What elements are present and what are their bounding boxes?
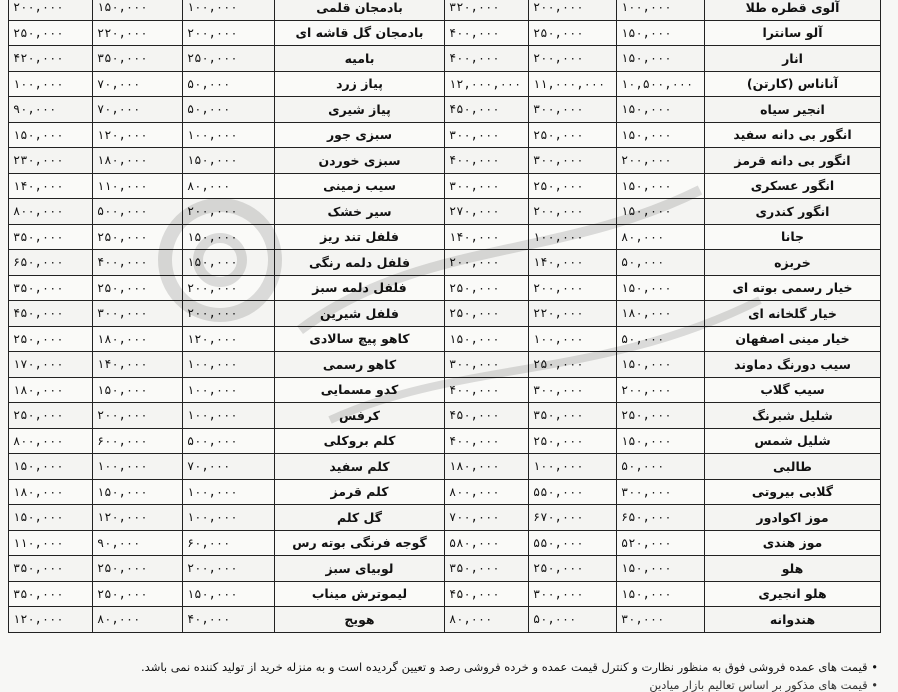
fruit-price-high-cell: ۴۰۰,۰۰۰ [445,428,529,454]
retail-price-mid-cell: ۱۵۰,۰۰۰ [93,479,183,505]
footnote-market-note: • قیمت های مذکور بر اساس تعالیم بازار میادین [649,678,878,692]
retail-price-low-cell: ۶۰,۰۰۰ [183,530,275,556]
vegetable-name-cell: کلم سفید [275,454,445,480]
table-row [9,122,881,148]
fruit-price-low-cell: ۵۲۰,۰۰۰ [617,530,705,556]
vegetable-name-cell: بادمجان قلمی [275,0,445,20]
table-row [9,46,881,72]
fruit-price-high-cell: ۲۷۰,۰۰۰ [445,199,529,225]
fruit-price-mid-cell: ۱۰۰,۰۰۰ [529,454,617,480]
fruit-name-cell: انگور بی دانه قرمز [705,148,881,174]
vegetable-name-cell: کاهو پیچ سالادی [275,326,445,352]
table-row [9,326,881,352]
retail-price-low-cell: ۱۰۰,۰۰۰ [183,352,275,378]
table-row [9,530,881,556]
fruit-price-mid-cell: ۱۴۰,۰۰۰ [529,250,617,276]
retail-price-low-cell: ۷۰,۰۰۰ [183,454,275,480]
fruit-name-cell: خیار مینی اصفهان [705,326,881,352]
retail-price-high-cell: ۶۵۰,۰۰۰ [9,250,93,276]
fruit-price-low-cell: ۱۵۰,۰۰۰ [617,581,705,607]
fruit-price-low-cell: ۱۸۰,۰۰۰ [617,301,705,327]
fruit-price-mid-cell: ۲۰۰,۰۰۰ [529,199,617,225]
vegetable-name-cell: گل کلم [275,505,445,531]
fruit-name-cell: آلو سانترا [705,20,881,46]
retail-price-low-cell: ۵۰,۰۰۰ [183,97,275,123]
fruit-name-cell: انجیر سیاه [705,97,881,123]
retail-price-mid-cell: ۲۵۰,۰۰۰ [93,275,183,301]
retail-price-high-cell: ۱۸۰,۰۰۰ [9,479,93,505]
fruit-price-high-cell: ۳۰۰,۰۰۰ [445,352,529,378]
fruit-price-mid-cell: ۲۵۰,۰۰۰ [529,20,617,46]
retail-price-low-cell: ۱۰۰,۰۰۰ [183,403,275,429]
vegetable-name-cell: بامیه [275,46,445,72]
retail-price-low-cell: ۸۰,۰۰۰ [183,173,275,199]
fruit-price-high-cell: ۸۰۰,۰۰۰ [445,479,529,505]
retail-price-high-cell: ۱۰۰,۰۰۰ [9,71,93,97]
fruit-price-high-cell: ۴۵۰,۰۰۰ [445,403,529,429]
table-row [9,505,881,531]
fruit-price-mid-cell: ۳۵۰,۰۰۰ [529,403,617,429]
fruit-price-mid-cell: ۳۰۰,۰۰۰ [529,581,617,607]
retail-price-mid-cell: ۳۵۰,۰۰۰ [93,46,183,72]
fruit-name-cell: موز اکوادور [705,505,881,531]
fruit-price-mid-cell: ۵۵۰,۰۰۰ [529,479,617,505]
fruit-price-low-cell: ۱۵۰,۰۰۰ [617,173,705,199]
fruit-price-mid-cell: ۲۵۰,۰۰۰ [529,352,617,378]
retail-price-mid-cell: ۵۰۰,۰۰۰ [93,199,183,225]
fruit-price-mid-cell: ۳۰۰,۰۰۰ [529,148,617,174]
fruit-price-low-cell: ۱۰۰,۰۰۰ [617,0,705,20]
retail-price-low-cell: ۵۰,۰۰۰ [183,71,275,97]
fruit-price-mid-cell: ۲۰۰,۰۰۰ [529,0,617,20]
retail-price-low-cell: ۲۰۰,۰۰۰ [183,20,275,46]
fruit-price-low-cell: ۱۰,۵۰۰,۰۰۰ [617,71,705,97]
retail-price-mid-cell: ۱۸۰,۰۰۰ [93,148,183,174]
fruit-price-high-cell: ۱۵۰,۰۰۰ [445,326,529,352]
fruit-price-low-cell: ۱۵۰,۰۰۰ [617,275,705,301]
fruit-price-low-cell: ۸۰,۰۰۰ [617,224,705,250]
fruit-price-low-cell: ۱۵۰,۰۰۰ [617,20,705,46]
fruit-price-low-cell: ۵۰,۰۰۰ [617,250,705,276]
retail-price-low-cell: ۱۰۰,۰۰۰ [183,479,275,505]
vegetable-name-cell: کرفس [275,403,445,429]
fruit-name-cell: شلیل شبرنگ [705,403,881,429]
fruit-name-cell: موز هندی [705,530,881,556]
fruit-price-low-cell: ۱۵۰,۰۰۰ [617,97,705,123]
fruit-price-low-cell: ۶۵۰,۰۰۰ [617,505,705,531]
fruit-price-low-cell: ۱۵۰,۰۰۰ [617,46,705,72]
table-row [9,275,881,301]
fruit-price-mid-cell: ۱۱,۰۰۰,۰۰۰ [529,71,617,97]
vegetable-name-cell: فلفل تند ریز [275,224,445,250]
fruit-price-mid-cell: ۵۰,۰۰۰ [529,607,617,633]
vegetable-name-cell: سبزی جور [275,122,445,148]
retail-price-mid-cell: ۱۸۰,۰۰۰ [93,326,183,352]
vegetable-name-cell: سیر خشک [275,199,445,225]
fruit-price-mid-cell: ۲۵۰,۰۰۰ [529,122,617,148]
retail-price-high-cell: ۱۵۰,۰۰۰ [9,122,93,148]
retail-price-high-cell: ۳۵۰,۰۰۰ [9,275,93,301]
vegetable-name-cell: فلفل دلمه سبز [275,275,445,301]
retail-price-low-cell: ۱۰۰,۰۰۰ [183,505,275,531]
vegetable-name-cell: سبزی خوردن [275,148,445,174]
retail-price-low-cell: ۲۰۰,۰۰۰ [183,275,275,301]
retail-price-high-cell: ۴۲۰,۰۰۰ [9,46,93,72]
fruit-name-cell: خیار رسمی بوته ای [705,275,881,301]
retail-price-high-cell: ۳۵۰,۰۰۰ [9,224,93,250]
fruit-price-high-cell: ۲۰۰,۰۰۰ [445,250,529,276]
retail-price-high-cell: ۲۵۰,۰۰۰ [9,326,93,352]
retail-price-high-cell: ۲۰۰,۰۰۰ [9,0,93,20]
table-row [9,20,881,46]
retail-price-mid-cell: ۱۴۰,۰۰۰ [93,352,183,378]
fruit-price-mid-cell: ۶۷۰,۰۰۰ [529,505,617,531]
retail-price-high-cell: ۹۰,۰۰۰ [9,97,93,123]
fruit-price-high-cell: ۱۲,۰۰۰,۰۰۰ [445,71,529,97]
retail-price-low-cell: ۴۰,۰۰۰ [183,607,275,633]
fruit-price-low-cell: ۱۵۰,۰۰۰ [617,122,705,148]
vegetable-name-cell: هویج [275,607,445,633]
table-row [9,556,881,582]
fruit-name-cell: خربزه [705,250,881,276]
retail-price-mid-cell: ۲۵۰,۰۰۰ [93,556,183,582]
fruit-price-mid-cell: ۵۵۰,۰۰۰ [529,530,617,556]
fruit-price-low-cell: ۱۵۰,۰۰۰ [617,199,705,225]
fruit-price-high-cell: ۸۰,۰۰۰ [445,607,529,633]
fruit-name-cell: گلابی بیروتی [705,479,881,505]
retail-price-mid-cell: ۱۲۰,۰۰۰ [93,122,183,148]
vegetable-name-cell: کلم بروکلی [275,428,445,454]
retail-price-high-cell: ۱۴۰,۰۰۰ [9,173,93,199]
retail-price-low-cell: ۱۲۰,۰۰۰ [183,326,275,352]
table-row [9,0,881,20]
fruit-price-mid-cell: ۱۰۰,۰۰۰ [529,326,617,352]
table-row [9,97,881,123]
fruit-price-low-cell: ۵۰,۰۰۰ [617,454,705,480]
table-row [9,479,881,505]
fruit-name-cell: انگور عسکری [705,173,881,199]
fruit-name-cell: هلو انجیری [705,581,881,607]
fruit-name-cell: هندوانه [705,607,881,633]
retail-price-mid-cell: ۶۰۰,۰۰۰ [93,428,183,454]
vegetable-name-cell: کلم قرمز [275,479,445,505]
vegetable-name-cell: پیاز زرد [275,71,445,97]
fruit-price-low-cell: ۲۰۰,۰۰۰ [617,377,705,403]
retail-price-mid-cell: ۱۵۰,۰۰۰ [93,0,183,20]
retail-price-low-cell: ۲۰۰,۰۰۰ [183,199,275,225]
price-table [8,0,881,633]
table-row [9,581,881,607]
fruit-name-cell: سیب دورنگ دماوند [705,352,881,378]
retail-price-high-cell: ۱۸۰,۰۰۰ [9,377,93,403]
fruit-price-low-cell: ۲۵۰,۰۰۰ [617,403,705,429]
fruit-price-mid-cell: ۳۰۰,۰۰۰ [529,97,617,123]
fruit-price-high-cell: ۱۴۰,۰۰۰ [445,224,529,250]
fruit-price-low-cell: ۱۵۰,۰۰۰ [617,428,705,454]
fruit-price-high-cell: ۲۵۰,۰۰۰ [445,301,529,327]
retail-price-low-cell: ۱۰۰,۰۰۰ [183,0,275,20]
retail-price-mid-cell: ۷۰,۰۰۰ [93,71,183,97]
table-row [9,148,881,174]
retail-price-high-cell: ۲۵۰,۰۰۰ [9,403,93,429]
retail-price-low-cell: ۲۵۰,۰۰۰ [183,46,275,72]
fruit-price-mid-cell: ۲۰۰,۰۰۰ [529,275,617,301]
price-table-body [9,0,881,632]
vegetable-name-cell: فلفل دلمه رنگی [275,250,445,276]
fruit-price-high-cell: ۴۰۰,۰۰۰ [445,148,529,174]
retail-price-high-cell: ۱۵۰,۰۰۰ [9,505,93,531]
fruit-price-low-cell: ۱۵۰,۰۰۰ [617,556,705,582]
fruit-price-low-cell: ۳۰,۰۰۰ [617,607,705,633]
fruit-price-mid-cell: ۲۵۰,۰۰۰ [529,428,617,454]
retail-price-mid-cell: ۴۰۰,۰۰۰ [93,250,183,276]
retail-price-high-cell: ۱۷۰,۰۰۰ [9,352,93,378]
fruit-name-cell: انگور بی دانه سفید [705,122,881,148]
fruit-name-cell: آناناس (کارتن) [705,71,881,97]
fruit-price-high-cell: ۱۸۰,۰۰۰ [445,454,529,480]
fruit-price-low-cell: ۱۵۰,۰۰۰ [617,352,705,378]
fruit-name-cell: انار [705,46,881,72]
table-row [9,199,881,225]
fruit-price-mid-cell: ۳۰۰,۰۰۰ [529,377,617,403]
vegetable-name-cell: لیموترش میناب [275,581,445,607]
table-row [9,607,881,633]
table-row [9,71,881,97]
fruit-price-high-cell: ۳۰۰,۰۰۰ [445,122,529,148]
fruit-price-high-cell: ۴۰۰,۰۰۰ [445,377,529,403]
fruit-price-low-cell: ۵۰,۰۰۰ [617,326,705,352]
fruit-name-cell: سیب گلاب [705,377,881,403]
retail-price-mid-cell: ۲۰۰,۰۰۰ [93,403,183,429]
fruit-price-high-cell: ۲۵۰,۰۰۰ [445,275,529,301]
fruit-name-cell: طالبی [705,454,881,480]
retail-price-high-cell: ۱۱۰,۰۰۰ [9,530,93,556]
table-row [9,352,881,378]
table-row [9,224,881,250]
retail-price-high-cell: ۲۳۰,۰۰۰ [9,148,93,174]
vegetable-name-cell: گوجه فرنگی بوته رس [275,530,445,556]
fruit-name-cell: شلیل شمس [705,428,881,454]
retail-price-high-cell: ۸۰۰,۰۰۰ [9,428,93,454]
vegetable-name-cell: سیب زمینی [275,173,445,199]
fruit-name-cell: انگور کندری [705,199,881,225]
fruit-price-high-cell: ۳۵۰,۰۰۰ [445,556,529,582]
fruit-price-low-cell: ۲۰۰,۰۰۰ [617,148,705,174]
retail-price-high-cell: ۱۲۰,۰۰۰ [9,607,93,633]
fruit-name-cell: خیار گلخانه ای [705,301,881,327]
vegetable-name-cell: فلفل شیرین [275,301,445,327]
retail-price-low-cell: ۱۰۰,۰۰۰ [183,377,275,403]
vegetable-name-cell: کدو مسمایی [275,377,445,403]
retail-price-mid-cell: ۹۰,۰۰۰ [93,530,183,556]
fruit-price-mid-cell: ۲۰۰,۰۰۰ [529,46,617,72]
retail-price-mid-cell: ۲۵۰,۰۰۰ [93,224,183,250]
retail-price-mid-cell: ۱۱۰,۰۰۰ [93,173,183,199]
retail-price-low-cell: ۵۰۰,۰۰۰ [183,428,275,454]
fruit-name-cell: جانا [705,224,881,250]
retail-price-low-cell: ۲۰۰,۰۰۰ [183,301,275,327]
table-row [9,377,881,403]
fruit-name-cell: هلو [705,556,881,582]
retail-price-low-cell: ۱۵۰,۰۰۰ [183,224,275,250]
vegetable-name-cell: کاهو رسمی [275,352,445,378]
fruit-price-high-cell: ۷۰۰,۰۰۰ [445,505,529,531]
table-row [9,301,881,327]
retail-price-mid-cell: ۱۵۰,۰۰۰ [93,377,183,403]
retail-price-high-cell: ۴۵۰,۰۰۰ [9,301,93,327]
retail-price-mid-cell: ۳۰۰,۰۰۰ [93,301,183,327]
retail-price-high-cell: ۳۵۰,۰۰۰ [9,581,93,607]
fruit-price-mid-cell: ۲۵۰,۰۰۰ [529,556,617,582]
retail-price-mid-cell: ۲۵۰,۰۰۰ [93,581,183,607]
table-row [9,428,881,454]
fruit-price-high-cell: ۴۵۰,۰۰۰ [445,97,529,123]
fruit-price-high-cell: ۳۰۰,۰۰۰ [445,173,529,199]
vegetable-name-cell: پیاز شیری [275,97,445,123]
fruit-price-mid-cell: ۲۵۰,۰۰۰ [529,173,617,199]
retail-price-high-cell: ۱۵۰,۰۰۰ [9,454,93,480]
retail-price-high-cell: ۸۰۰,۰۰۰ [9,199,93,225]
fruit-price-high-cell: ۵۸۰,۰۰۰ [445,530,529,556]
table-row [9,454,881,480]
retail-price-mid-cell: ۷۰,۰۰۰ [93,97,183,123]
fruit-price-high-cell: ۴۵۰,۰۰۰ [445,581,529,607]
retail-price-mid-cell: ۱۰۰,۰۰۰ [93,454,183,480]
retail-price-low-cell: ۲۰۰,۰۰۰ [183,556,275,582]
retail-price-low-cell: ۱۵۰,۰۰۰ [183,148,275,174]
retail-price-high-cell: ۳۵۰,۰۰۰ [9,556,93,582]
fruit-price-high-cell: ۳۲۰,۰۰۰ [445,0,529,20]
vegetable-name-cell: بادمجان گل قاشه ای [275,20,445,46]
fruit-price-high-cell: ۴۰۰,۰۰۰ [445,20,529,46]
retail-price-mid-cell: ۱۲۰,۰۰۰ [93,505,183,531]
fruit-price-high-cell: ۴۰۰,۰۰۰ [445,46,529,72]
table-row [9,173,881,199]
fruit-name-cell: آلوی قطره طلا [705,0,881,20]
vegetable-name-cell: لوبیای سبز [275,556,445,582]
table-row [9,403,881,429]
footnote-price-note: • قیمت های عمده فروشی فوق به منظور نظارت و کنترل قیمت عمده و خرده فروشی رصد و تعیین گردیده است و به منزله خرید از تولید کننده نمی باشد. [141,660,878,674]
retail-price-mid-cell: ۸۰,۰۰۰ [93,607,183,633]
retail-price-low-cell: ۱۰۰,۰۰۰ [183,122,275,148]
fruit-price-mid-cell: ۲۲۰,۰۰۰ [529,301,617,327]
retail-price-high-cell: ۲۵۰,۰۰۰ [9,20,93,46]
table-row [9,250,881,276]
retail-price-mid-cell: ۲۲۰,۰۰۰ [93,20,183,46]
retail-price-low-cell: ۱۵۰,۰۰۰ [183,581,275,607]
fruit-price-low-cell: ۳۰۰,۰۰۰ [617,479,705,505]
retail-price-low-cell: ۱۵۰,۰۰۰ [183,250,275,276]
fruit-price-mid-cell: ۱۰۰,۰۰۰ [529,224,617,250]
